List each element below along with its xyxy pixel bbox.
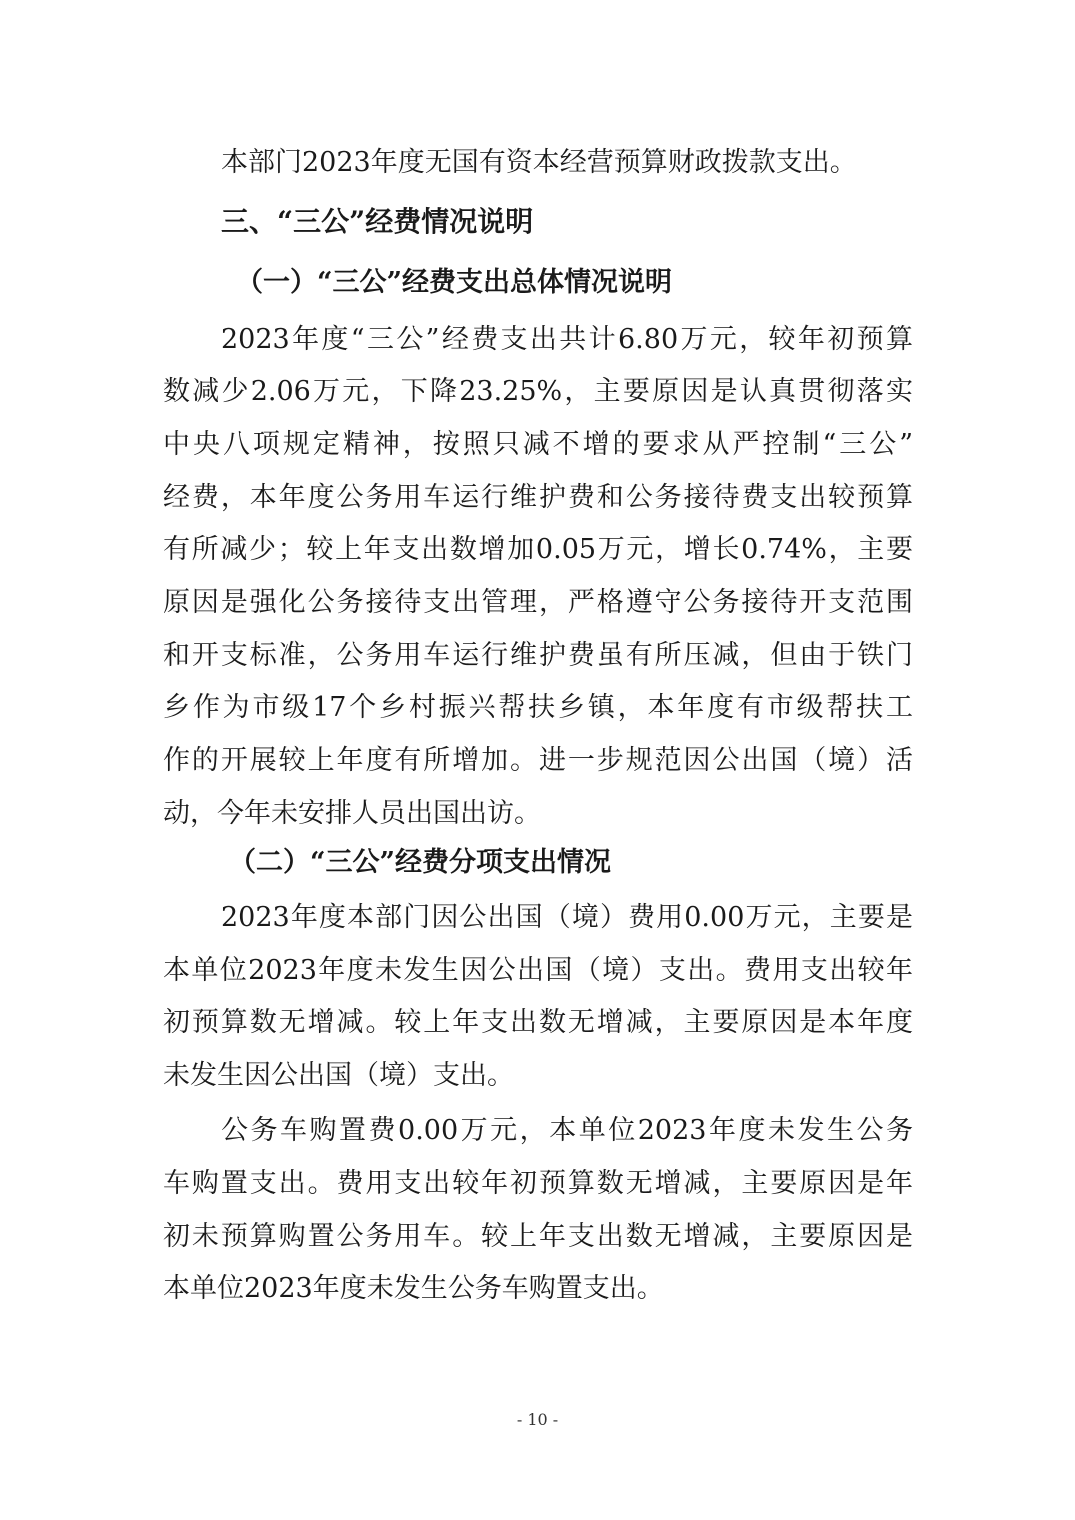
paragraph-line: 有所减少；较上年支出数增加0.05万元，增长0.74%，主要 bbox=[163, 534, 913, 565]
paragraph-line: 经费，本年度公务用车运行维护费和公务接待费支出较预算 bbox=[163, 482, 913, 513]
paragraph-line: 本单位2023年度未发生因公出国（境）支出。费用支出较年 bbox=[163, 955, 913, 986]
paragraph-line: 数减少2.06万元，下降23.25%，主要原因是认真贯彻落实 bbox=[163, 376, 913, 407]
paragraph-line: 中央八项规定精神，按照只减不增的要求从严控制“三公” bbox=[163, 429, 913, 460]
paragraph-line: 本部门2023年度无国有资本经营预算财政拨款支出。 bbox=[221, 147, 857, 178]
paragraph-line: 动，今年未安排人员出国出访。 bbox=[163, 798, 541, 829]
paragraph-line: 未发生因公出国（境）支出。 bbox=[163, 1060, 514, 1091]
paragraph-line: 原因是强化公务接待支出管理，严格遵守公务接待开支范围 bbox=[163, 587, 913, 618]
paragraph-line: 作的开展较上年度有所增加。进一步规范因公出国（境）活 bbox=[163, 745, 913, 776]
paragraph-line: 车购置支出。费用支出较年初预算数无增减，主要原因是年 bbox=[163, 1168, 913, 1199]
page-number: - 10 - bbox=[516, 1410, 559, 1429]
paragraph-line: 2023年度“三公”经费支出共计6.80万元，较年初预算 bbox=[221, 324, 913, 355]
paragraph-line: 乡作为市级17个乡村振兴帮扶乡镇，本年度有市级帮扶工 bbox=[163, 692, 913, 723]
paragraph-line: 2023年度本部门因公出国（境）费用0.00万元，主要是 bbox=[221, 902, 913, 933]
paragraph-line: 初预算数无增减。较上年支出数无增减，主要原因是本年度 bbox=[163, 1007, 913, 1038]
subsection-heading: （二）“三公”经费分项支出情况 bbox=[229, 847, 612, 878]
paragraph-line: 和开支标准，公务用车运行维护费虽有所压减，但由于铁门 bbox=[163, 640, 913, 671]
paragraph-line: 本单位2023年度未发生公务车购置支出。 bbox=[163, 1273, 664, 1304]
paragraph-line: 初未预算购置公务用车。较上年支出数无增减，主要原因是 bbox=[163, 1221, 913, 1252]
section-heading: 三、“三公”经费情况说明 bbox=[221, 205, 534, 238]
subsection-heading: （一）“三公”经费支出总体情况说明 bbox=[236, 267, 673, 298]
paragraph-line: 公务车购置费0.00万元，本单位2023年度未发生公务 bbox=[221, 1115, 913, 1146]
